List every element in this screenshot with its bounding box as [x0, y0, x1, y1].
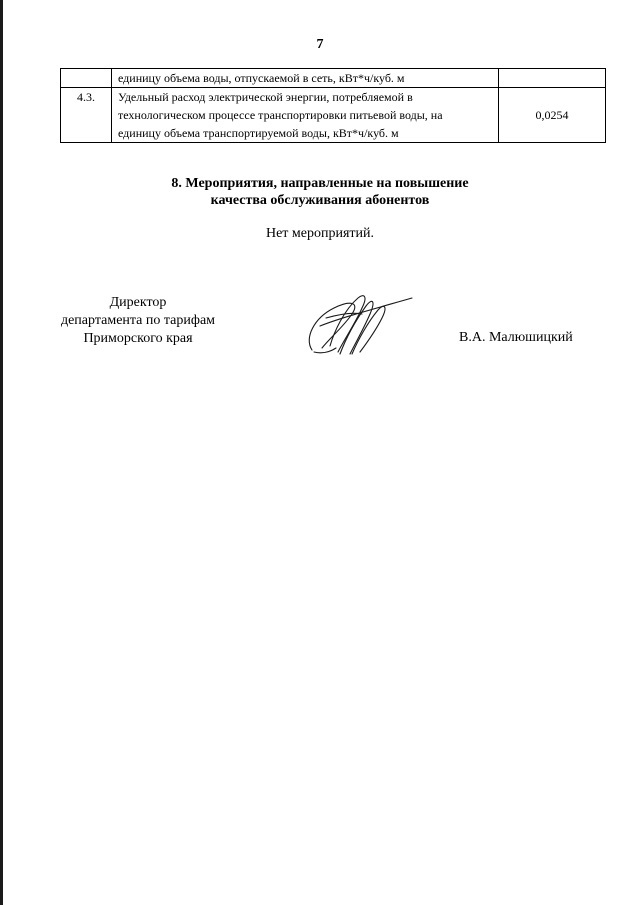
row-description-line: единицу объема воды, отпускаемой в сеть, кВт*ч/куб. м — [118, 71, 405, 85]
row-number: 4.3. — [61, 88, 112, 143]
row-description-line: Удельный расход электрической энергии, потребляемой в — [118, 90, 413, 104]
position-line: Приморского края — [83, 331, 193, 346]
table-row — [61, 88, 606, 143]
signatory-name: В.А. Малюшицкий — [459, 330, 573, 345]
row-value: 0,0254 — [499, 88, 606, 143]
row-description-line: технологическом процессе транспортировки питьевой воды, на — [118, 108, 443, 122]
handwritten-signature — [300, 288, 420, 360]
page-number: 7 — [316, 37, 324, 52]
indicators-table — [60, 68, 606, 143]
scan-edge — [0, 0, 3, 905]
section-title — [0, 175, 640, 209]
position-line: Директор — [109, 295, 167, 310]
row-description — [112, 88, 499, 143]
section-title-line: качества обслуживания абонентов — [210, 193, 430, 208]
section-title-line: 8. Мероприятия, направленные на повышение — [171, 176, 469, 191]
row-number — [61, 69, 112, 88]
row-description-line: единицу объема транспортируемой воды, кВт*ч/куб. м — [118, 126, 399, 140]
section-body: Нет мероприятий. — [265, 226, 375, 241]
table-row — [61, 69, 606, 88]
signatory-position — [38, 294, 238, 348]
row-description — [112, 69, 499, 88]
position-line: департамента по тарифам — [60, 313, 216, 328]
row-value — [499, 69, 606, 88]
